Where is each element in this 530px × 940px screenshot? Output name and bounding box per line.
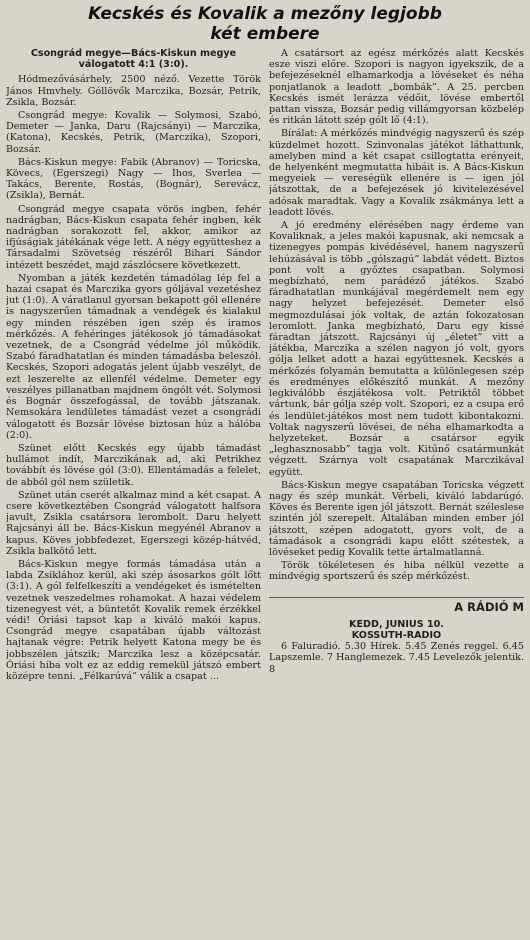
left-column [6, 48, 261, 940]
headline-line-1: Kecskés és Kovalik a mezőny legjobb [88, 4, 442, 24]
review-paragraph: Bírálat: A mérkőzés mindvégig nagyszerű és szép küzdelmet hozott. Szinvonalas játékot láthattunk, amelyben mind a két csapat csillogtatta erényeit, de helyenként megmutatta hibáit is. A Bács-Kiskun megyeiek — vereségük ellenére is — igen jól játszottak, de a befejezések jó kivitelezésével adósak maradtak. Vagy a Kovalik zsákmánya lett a leadott lövés. [269, 128, 524, 218]
article-columns [6, 48, 524, 940]
article-paragraph: Szünet előtt Kecskés egy újabb támadást hullámot indít, Marczikának ad, aki Petrikhez továbbít és lövése gól (3:0). Ellentámadás a felelet, de abból gól nem születik. [6, 442, 261, 488]
article-paragraph: Bács-Kiskun megye formás támadása után a labda Zsiklához kerül, aki szép ásosarkos gólt lőtt (3:1). A gól felfelkeszíti a vendégeket és ismételten vezetnek veszedelmes rohamokat. A hazai védelem tizenegyest vét, a büntetőt Kovalik remek érzékkel védi! Óriási tapsot kap a kiváló makói kapus. Csongrád megye csapatában újabb változást hajtanak végre: Petrik helyett Katona megy be és jobbszélen játszik; Marczika lesz a középcsatár. Óriási hiba volt ez az eddig remekül játszó embert középre tenni. „Félkarúvá” válik a csapat ... [6, 558, 261, 682]
subhead-line-2: válogatott 4:1 (3:0). [78, 59, 189, 71]
article-headline [6, 4, 524, 44]
match-info-paragraph: Hódmezővásárhely, 2500 néző. Vezette Török János Hmvhely. Góllövők Marczika, Bozsár, Petrik, Zsikla, Bozsár. [6, 74, 261, 108]
article-paragraph: Csongrád megye csapata vörös ingben, fehér nadrágban, Bács-Kiskun csapata fehér ingben, kék nadrágban sorakozott fel, akkor, amikor az ifjúságiak játékának vége lett. A négy együtteshez a Társadalmi Szövetség részéről Bihari Sándor intézett beszédet, majd zászlócsere következett. [6, 203, 261, 271]
article-paragraph: Nyomban a játék kezdetén támadólag lép fel a hazai csapat és Marczika gyors góljával vezetéshez jut (1:0). A váratlanul gyorsan bekapott gól ellenére is nagyszerűen támadnak a vendégek és kialakul egy minden részében igen szép és iramos mérkőzés. A fehéringes játékosok jó támadásokat vezetnek, de a Csongrád védelme jól működik. Szabó fáradhatatlan és minden támadásba beleszól. Kecskés, Szopori adogatás jelent újabb veszélyt, de ezt leszerelte az ellenfél védelme. Demeter egy veszélyes pillanatban majdnem öngólt vét. Solymosi és Bognár összefogással, de tovább játszanak. Nemsokára lendületes támadást vezet a csongrádi válogatott és Bozsár lövése biztosan húz a hálóba (2:0). [6, 272, 261, 441]
article-paragraph: Bács-Kiskun megye csapatában Toricska végzett nagy és szép munkát. Vérbeli, kiváló labdarúgó. Köves és Berente igen jól játszott. Bernát széleslese szintén jól szerepelt. Általában minden ember jól játszott, szépen adogatott, gyors volt, de a támadások a csongrádi kapu előtt szétestek, a lövéseket pedig Kovalik tette ártalmatlanná. [269, 479, 524, 558]
article-paragraph: A csatársort az egész mérkőzés alatt Kecskés esze viszi előre. Szopori is nagyon igyekszik, de a befejezéseknél elhamarkodja a lövéseket és néha ponjatlanok a leadott „bombák”. A 25. percben Kecskés ismét lerázza védőit, lövése embertől pattan vissza, Bozsár pedig villámgyorsan közbelép és ritkán látott szép gólt lő (4:1). [269, 48, 524, 127]
bacs-kiskun-lineup-paragraph: Bács-Kiskun megye: Fabik (Abranov) — Toricska, Kövecs, (Egerszegi) Nagy — Ihos, Sverlea — Takács, Berente, Rostás, (Bognár), Serevácz, (Zsikla), Bernát. [6, 156, 261, 202]
article-paragraph: A jó eredmény elérésében nagy érdeme van Kovaliknak, a jeles makói kapusnak, aki nemcsak a tizenegyes pompás kivédésével, hanem nagyszerű lehúzásával is több „gólszagú” labdát védett. Biztos pont volt a győztes csapatban. Solymosi megbízható, nem parádéző játékos. Szabó fáradhatatlan munkájával megérdemelt nem egy nagy helyzet befejezését. Demeter első megmozdulásai jók voltak, de aztán fokozatosan leromlott. Janka megbízható, Daru egy kissé fáradtan játszott. Rajcsányi új „életet” vitt a játékba, Marczika a szélen nagyon jó volt, gyors gólja lelket adott a hazai együttesnek. Kecskés a mérkőzés folyamán bemutatta a különlegesen szép és eredményes előkészítő munkát. A mezőny legkiválóbb észjátékosa volt. Petriktől többet vártunk, bár gólja szép volt. Szopori, ez a csupa erő és lendület-játékos most nem tudott kibontakozni. Voltak nagyszerű lövései, de néha elhamarkodta a helyzeteket. Bozsár a csatársor egyik „leghasznosabb” tagja volt. Kitűnő csatármunkát végzett. Szárnya volt csapatának Marczikával együtt. [269, 220, 524, 478]
csongrad-lineup-paragraph: Csongrád megye: Kovalik — Solymosi, Szabó, Demeter — Janka, Daru (Rajcsányi) — Marczika, (Katona), Kecskés, Petrik, (Marczika), Szopori, Bozsár. [6, 110, 261, 155]
headline-line-2: két embere [210, 24, 320, 44]
match-subhead [6, 48, 261, 70]
article-paragraph: Török tökéletesen és hiba nélkül vezette a mindvégig sportszerű és szép mérkőzést. [269, 560, 524, 583]
radio-date: KEDD, JUNIUS 10. [349, 618, 444, 630]
radio-station: KOSSUTH-RADIO [351, 629, 442, 641]
radio-section-title: A RÁDIÓ M [269, 597, 524, 613]
subhead-line-1: Csongrád megye—Bács-Kiskun megye [30, 48, 237, 59]
radio-schedule-text: 6 Faluradió. 5.30 Hírek. 5.45 Zenés reggel. 6.45 Lapszemle. 7 Hanglemezek. 7.45 Levelezők jelentik. 8 [269, 641, 524, 675]
right-column [269, 48, 524, 940]
article-paragraph: Szünet után cserét alkalmaz mind a két csapat. A csere következtében Csongrád válogatott halfsora javult, Zsikla csatársora lerombolt. Daru helyett Rajcsányi áll be. Bács-Kiskun megyénél Abranov a kapus. Köves jobbfedezet, Egerszegi közép-hátvéd, Zsikla balkötő lett. [6, 489, 261, 557]
